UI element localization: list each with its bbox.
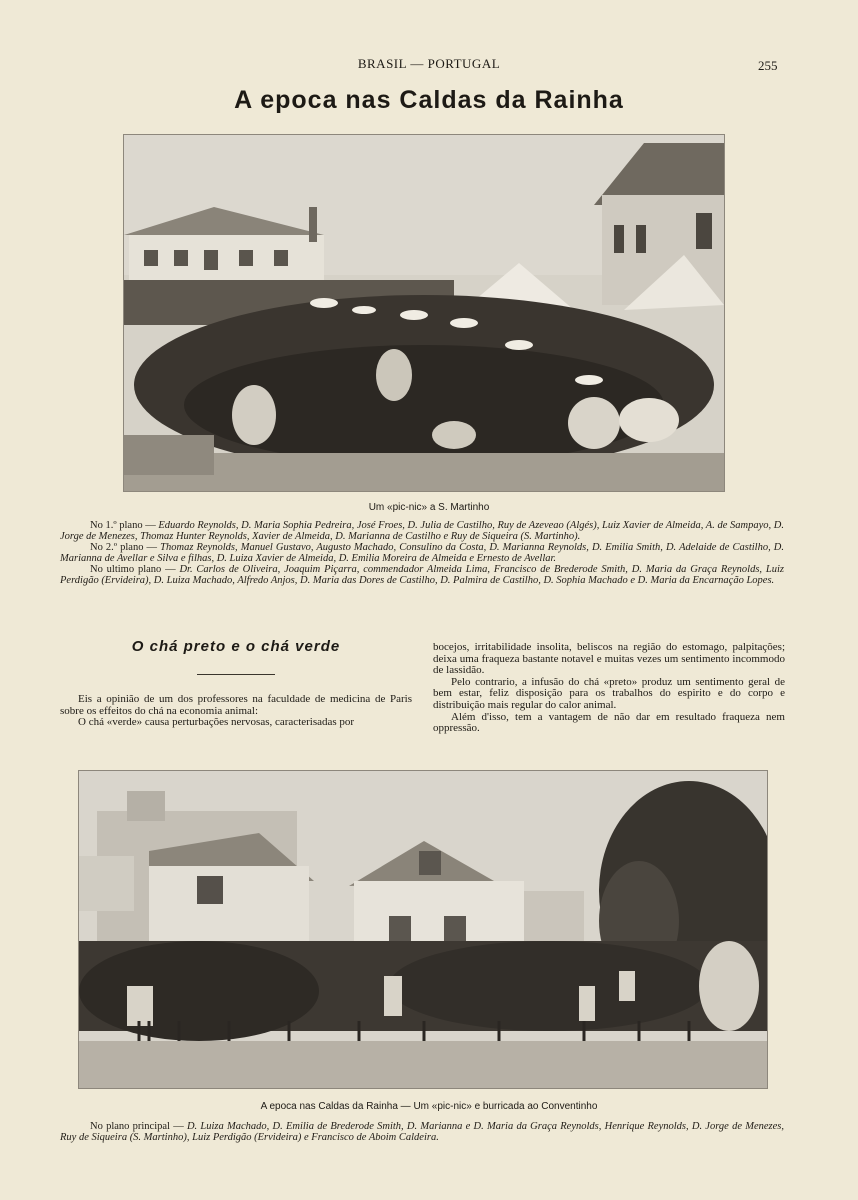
- article-paragraph: O chá «verde» causa perturbações nervosas, caracterisadas por: [78, 716, 355, 729]
- article-column-right: [433, 642, 785, 735]
- picnic-group-photo: [123, 134, 725, 492]
- article-title: O chá preto e o chá verde: [131, 638, 341, 655]
- article-paragraph: Eis a opinião de um dos professores na faculdade de medicina de Paris sobre os effeitos do chá na economia animal:: [60, 693, 412, 717]
- title-rule: [197, 674, 275, 675]
- page-title: A epoca nas Caldas da Rainha: [234, 86, 624, 114]
- article-paragraph: Pelo contrario, a infusão do chá «preto» produz um sentimento geral de bem estar, feliz disposição para os trabalhos do espirito e do corpo e distribuição mais regular do calor animal.: [433, 675, 785, 711]
- photo2-credits: [60, 1121, 784, 1143]
- photo2-caption: A epoca nas Caldas da Rainha — Um «pic-nic» e burricada ao Conventinho: [260, 1101, 598, 1112]
- article-column-left: [60, 694, 412, 729]
- photo1-caption: Um «pic-nic» a S. Martinho: [368, 502, 490, 513]
- credits-line: No 2.º plano — Thomaz Reynolds, Manuel Gustavo, Augusto Machado, Consulino da Costa, D. Marianna Reynolds, D. Emilia Smith, D. Adelaide de Castilho, D. Marianna de Avellar e Silva e filhas, D. Luiza Xavier de Almeida, D. Emilia Moreira de Almeida e Ernesto de Avellar.: [60, 542, 784, 564]
- article-paragraph: bocejos, irritabilidade insolita, beliscos na região do estomago, palpitações; deixa uma fraqueza bastante notavel e muitas vezes um sentimento incommodo de lassidão.: [433, 641, 785, 677]
- credits-line: No 1.º plano — Eduardo Reynolds, D. Maria Sophia Pedreira, José Froes, D. Julia de Castilho, Ruy de Azeveao (Algés), Luiz Xavier de Almeida, A. de Sampayo, D. Jorge de Menezes, Thomaz Hunter Reynolds, Xavier de Almeida, D. Marianna de Castilho e Ruy de Siqueira (S. Martinho).: [60, 520, 785, 542]
- running-head: BRASIL — PORTUGAL: [357, 56, 501, 71]
- burricada-street-photo: [78, 770, 768, 1089]
- page-number: 255: [758, 58, 778, 73]
- credits-line: No plano principal — D. Luiza Machado, D. Emilia de Brederode Smith, D. Marianna e D. Maria da Graça Reynolds, Henrique Reynolds, D. Jorge de Menezes, Ruy de Siqueira (S. Martinho), Luiz Perdigão (Ervideira) e Francisco de Aboim Caldeira.: [60, 1121, 784, 1143]
- picnic-group-illustration: [124, 135, 724, 491]
- photo1-credits: [60, 520, 784, 586]
- credits-line: No ultimo plano — Dr. Carlos de Oliveira, Joaquim Piçarra, commendador Almeida Lima, Francisco de Brederode Smith, D. Maria da Graça Reynolds, Luiz Perdigão (Ervideira), D. Luiza Machado, Alfredo Anjos, D. Maria das Dores de Castilho, D. Palmira de Castilho, D. Sophia Machado e D. Maria da Encarnação Lopes.: [60, 564, 784, 586]
- article-paragraph: Além d'isso, tem a vantagem de não dar em resultado fraqueza nem oppressão.: [433, 710, 785, 735]
- burricada-street-illustration: [79, 771, 767, 1088]
